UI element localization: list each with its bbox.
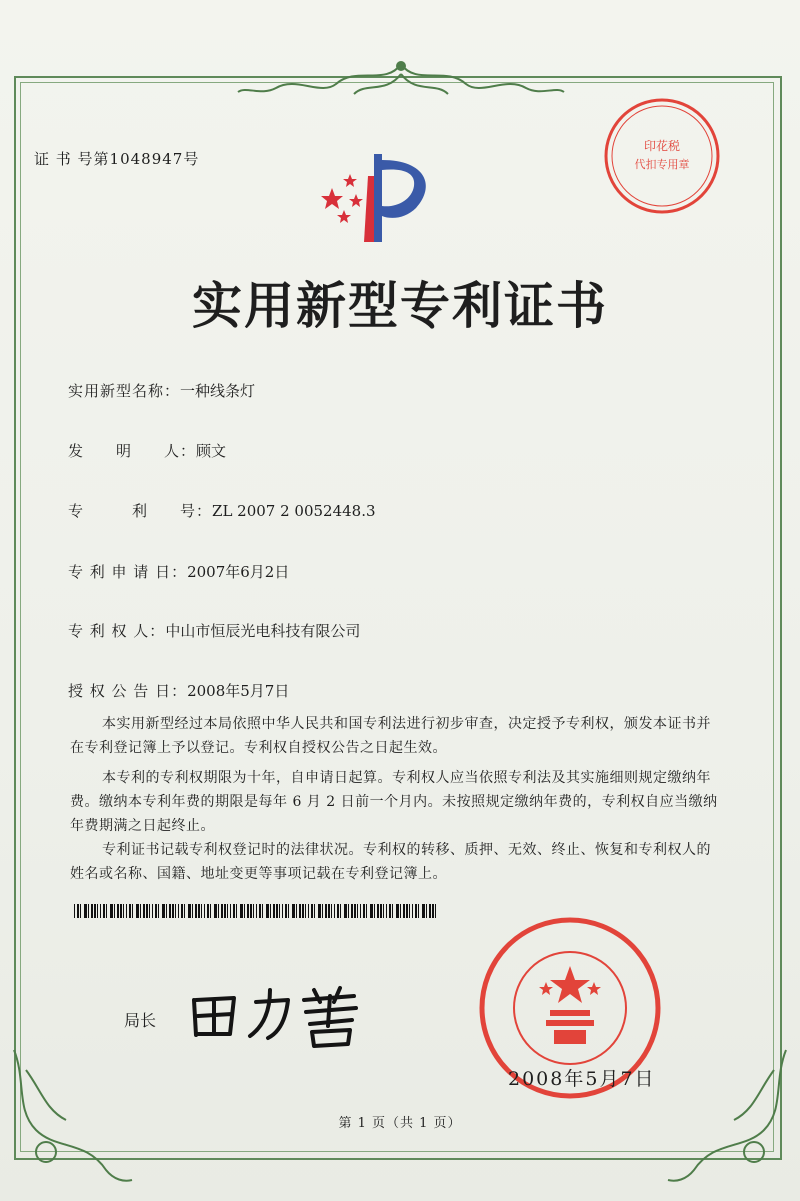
issue-date: 2008年5月7日: [508, 1068, 656, 1090]
field-value: 2007年6月2日: [187, 563, 290, 581]
field-patentee: [68, 620, 360, 641]
field-patent-number: [68, 500, 376, 521]
field-label: 专 利 权 人：: [68, 622, 166, 640]
body-paragraph: 本专利的专利权期限为十年，自申请日起算。专利权人应当依照专利法及其实施细则规定缴纳年费。缴纳本专利年费的期限是每年 6 月 2 日前一个月内。未按照规定缴纳年费的，专利权自应当缴纳年费期满之日起终止。: [70, 770, 718, 834]
svg-text:印花税: 印花税: [643, 139, 681, 153]
director-label: 局长: [124, 1011, 157, 1030]
field-label: 授 权 公 告 日：: [68, 682, 188, 700]
field-inventor: [68, 440, 226, 461]
certificate-title: 实用新型专利证书: [192, 276, 608, 335]
field-announcement-date: [68, 680, 289, 701]
svg-text:代扣专用章: 代扣专用章: [634, 158, 690, 171]
field-label: 专 利 申 请 日：: [68, 563, 188, 581]
field-value: 顾文: [196, 442, 227, 460]
field-label: 发 明 人：: [68, 442, 197, 460]
barcode-icon: [74, 904, 438, 918]
field-label: 专 利 号：: [68, 502, 213, 520]
body-paragraph: 本实用新型经过本局依照中华人民共和国专利法进行初步审查，决定授予专利权，颁发本证书并在专利登记簿上予以登记。专利权自授权公告之日起生效。: [70, 716, 711, 756]
field-value: 一种线条灯: [180, 382, 256, 400]
page-number: 第 1 页（共 1 页）: [338, 1116, 462, 1131]
certificate-number: 证 书 号第1048947号: [34, 150, 200, 168]
field-value: 2008年5月7日: [187, 682, 290, 700]
field-utility-model-name: [68, 380, 255, 401]
field-value: ZL 2007 2 0052448.3: [212, 502, 376, 520]
body-paragraph: 专利证书记载专利权登记时的法律状况。专利权的转移、质押、无效、终止、恢复和专利权人的姓名或名称、国籍、地址变更等事项记载在专利登记簿上。: [70, 842, 711, 882]
field-value: 中山市恒辰光电科技有限公司: [165, 622, 361, 640]
tax-stamp-seal-icon: [600, 94, 724, 218]
top-ornament-icon: [236, 56, 566, 102]
field-filing-date: [68, 561, 289, 582]
director-signature-icon: [184, 980, 374, 1050]
patent-office-emblem-icon: [316, 146, 448, 246]
field-label: 实用新型名称：: [68, 382, 181, 400]
